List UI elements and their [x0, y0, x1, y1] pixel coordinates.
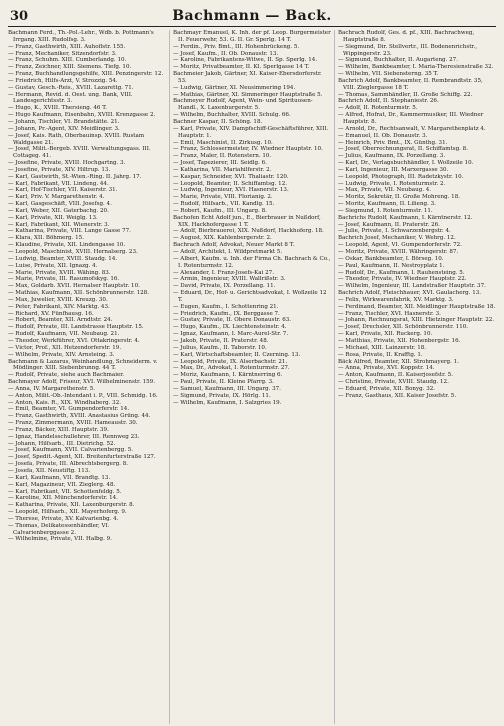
directory-entry: — Karl, Hof-Tischler, VII. Kaiserstr. 31.	[8, 187, 118, 194]
directory-entry: — Franz, Maler, II. Rotenstern. 10.	[173, 153, 272, 160]
directory-entry: — Anna, IV. Margarethenstr. 5.	[8, 385, 96, 392]
directory-entry: — Theodor, Werkführer, XVI. Ottakringerstr. 4.	[8, 337, 140, 344]
directory-entry: — Rudolf, Private, siehe auch Bachmaier.	[8, 372, 125, 379]
directory-entry: — Therese, Private, XV. Kalvarienbg. 4.	[8, 515, 119, 522]
directory-entry: — Marie, Private, VIII. Florianig. 2.	[173, 194, 273, 201]
directory-entry: Bachner Kaspar, II. Schöng. 18.	[173, 118, 263, 125]
directory-entry: — Josefa, Private, III. Albrechtsbergerg. 8.	[8, 461, 128, 468]
directory-entry: — Thomas, Sammhändler, II. Große Schiffg. 22.	[338, 91, 473, 98]
directory-entry: — Thomas, Delikatessenhändler, VI. Calvarienberggasse 2.	[8, 522, 110, 536]
directory-entry: — Leopold, Photograph, III. Radetzkystr. 10.	[338, 173, 464, 180]
directory-entry: — Wilhelmine, Private, VII. Halbg. 9.	[8, 536, 112, 543]
directory-entry: — David, Private, IX. Porzellang. 11.	[173, 283, 276, 290]
directory-entry: — Josef, Kaufmann, II. Praterstr. 26.	[338, 221, 440, 228]
directory-entry: — Rudolf, Private, III. Landstrasse Hauptstr. 15.	[8, 324, 144, 331]
directory-entry: — Max, Goldarb. XVII. Hernalser Hauptstr. 10.	[8, 283, 140, 290]
directory-entry: — Wilhelm, Ingenieur, III. Landstraßer Hauptstr. 37.	[338, 283, 486, 290]
directory-entry: — Franz, Tischler, XVI. Hasnerstr. 3.	[338, 310, 441, 317]
page-number: 30	[10, 9, 29, 24]
directory-entry: — Heinrich, Priv. Bmt., IX. Günthg. 31.	[338, 139, 448, 146]
directory-entry: — Moritz, Private, XVIII. Währingerstr. 87.	[338, 249, 459, 255]
directory-entry: Bachofen Echt Adolf jun., E., Bierbrauer in Nußdorf, XIX. Hackhofergasse 1 T.	[173, 214, 321, 228]
directory-entry: Bachrichs Rudolf, Kaufmann, I. Kärntnerstr. 12.	[338, 214, 473, 221]
directory-entry: — Wilhelm, VII. Siebensterng. 35 T.	[338, 71, 439, 78]
directory-entry: — Robert, Kaufm., III. Ungarg. 8.	[173, 207, 267, 214]
directory-entry: — Kaspar, Schneider, XVI. Thaliastr. 120.	[173, 173, 289, 180]
directory-entry: — Josef, Spedit.-Agent, XII. Breitenfurterstraße 127.	[8, 454, 156, 461]
directory-entry: — Karl, Magazineur, VII. Zieglerg. 48.	[8, 481, 116, 488]
directory-entry: — Eugen, Kaufm., I. Schottenring 21.	[173, 303, 279, 310]
directory-entry: — Felix, Wirkwarenfabrik, XV. Marktg. 3.	[338, 296, 454, 303]
directory-entry: Bachmayr Emanuel, K. Inh. der pf. Leop. Burgermeister II. Feuerwehr, 53. G. II. Gr. Sperlg. 14 T.	[173, 30, 331, 43]
directory-entry: — Richard, XV. Fünfhausg. 16.	[8, 310, 94, 317]
directory-entry: — Anton, Kais. R., XIX. Windhaberg. 32.	[8, 399, 121, 406]
directory-entry: — Karl, Private, XII. Weiglg. 13.	[8, 214, 98, 221]
directory-entry: — Karl, Fabrikant, XII. Wienerstr. 3.	[8, 221, 110, 228]
directory-entry: — Karl, Gastwirth, St.-Wien.-Ring. II. Jahrg. 17.	[8, 173, 142, 180]
directory-entry: — Franz, Gasthaus, XII. Kaiser Josefstr. 5.	[338, 392, 457, 399]
directory-entry: Bachmayer Adolf, Friseur, XVI. Wilhelminenstr. 159.	[8, 379, 155, 386]
directory-entry: — Franz, Gasthwirth, XIII. Auhoflstr. 155.	[8, 43, 126, 50]
directory-entry: — Paul, Kaufmann, II. Nestroyplatz 1.	[338, 262, 445, 269]
directory-entry: — Karoline, Fabrikantens-Witwe, II. Sp. Sperlg. 14.	[173, 57, 318, 64]
directory-entry: — Rudolf, Hilfsarb., VII. Kandlg. 15.	[173, 201, 275, 208]
directory-entry: — Josefa, XII. Neustiftg. 113.	[8, 468, 91, 474]
directory-entry: — Rudolf, Dr., Kaufmann, I. Rauhensteing. 5.	[338, 269, 465, 276]
directory-entry: — Peter, Fabrikant, XIV. Marktg. 43.	[8, 303, 110, 310]
directory-entry: — Franz, Gasthwirth, XVIII. Anastasius Grüng. 44.	[8, 413, 151, 420]
directory-entry: — Albert, Kaufm. u. Inh. der Firma Ch. Bachrach & Co., I. Rotenturmstr. 12.	[173, 255, 331, 269]
directory-entry: — Karl, Dr., Verlagsbuchhändler, I. Wollzeile 10.	[338, 160, 474, 167]
directory-entry: — Victor, Prof., XII. Hetzendorferstr. 19.	[8, 344, 122, 351]
directory-entry: — Robert, Beamter, XII. Arndtstr. 24.	[8, 317, 113, 324]
directory-entry: — Franz, Mechaniker, Sitzendorfstr. 3.	[8, 50, 117, 57]
directory-entry: — Ferdinand, Beamter, XII. Meidlinger Hauptstraße 18.	[338, 303, 496, 310]
directory-entry: — Karl, Private, XII. Ruckerg. 10.	[338, 331, 433, 338]
directory-entry: — Ferdin., Priv. Bmt., III. Hohenbrückeng. 5.	[173, 43, 300, 50]
column-3	[334, 30, 496, 724]
directory-entry: — Friedrich, Kaufm., IX. Berggasse 7.	[173, 310, 280, 317]
directory-entry: — Rosa, Private, II. Krafftg. 1.	[338, 351, 423, 358]
directory-entry: — Karl, Priv. V. Margarethenstr. 4.	[8, 194, 105, 201]
directory-entry: — Franz, Zeichner, XIII. Siemens. Tiefg. 10.	[8, 64, 132, 71]
directory-entry: — Moritz, Kaufmann, II. Lilieng. 3.	[338, 201, 436, 208]
directory-entry: — Theodor, Private, IV. Wiedner Hauptstr. 22.	[338, 276, 467, 283]
directory-entry: — Mathias, Gärtner, XI. Simmeringer Hauptstraße 5.	[173, 91, 323, 98]
directory-entry: Bäck Alfred, Beamter, XII. Strohmayerg. 1.	[338, 358, 459, 365]
directory-entry: — Anna, Private, XVI. Koppstr. 14.	[338, 365, 435, 372]
directory-entry: — Eduard, Dr., Hof- u. Gerichtsadvokat, I. Wollzeile 12 T.	[173, 290, 327, 303]
directory-entry: Bachmann & Lazarus, Weinhandlung, Schneiderm. v. Mödlinger. XIII. Siebenbrunng. 44 T.	[8, 358, 158, 372]
directory-entry: — Karl, Private, XIV. Dampfschiff-Geschäftsführer, XIII. Hauptstr. 1.	[173, 125, 329, 139]
directory-entry: — Johann, Rechnungsrat, XIII. Hietzinger Hauptstr. 22.	[338, 317, 495, 324]
directory-entry: — Ludwig, Private, I. Rotenturmstr. 2.	[338, 180, 446, 187]
directory-entry: — Karl, Weber, XII. Gaterbachg. 20.	[8, 207, 109, 214]
directory-entry: — Gustav, Gesch.-Reis., XVIII. Lazarettg. 71.	[8, 84, 134, 91]
directory-entry: — Katharina, Private, XII. Laxenburgerstr. 8.	[8, 502, 135, 509]
directory-entry: — Leopold, Hilfsarb., XII. Mayerhoferg. 9.	[8, 509, 127, 516]
directory-entry: — Paul, Private, II. Kleine Pfarrg. 3.	[173, 379, 274, 386]
directory-entry: — Alfred, Hofrat, Dr., Kammermusiker, III. Wiedner Hauptstr. 8.	[338, 112, 484, 125]
directory-entry: — Max, Dr., Advokat, I. Rotenturmstr. 27.	[173, 365, 290, 372]
directory-entry: — Julie, Private, I. Schwarzenbergstr. 4.	[338, 228, 451, 235]
directory-entry: — Leopold, Private, IX. Alserbachstr. 21.	[173, 358, 288, 365]
directory-entry: — Josef, Tapezierer, III. Seidlg. 6.	[173, 160, 267, 167]
running-head: Bachmann — Back.	[172, 8, 332, 24]
directory-entry: — Josef, Oberrechnungsrat, II. Schiffamtsg. 8.	[338, 146, 468, 153]
directory-columns	[8, 30, 496, 724]
directory-entry: — Josef, Kaufmann, XVII. Calvarienbergg. 5.	[8, 447, 134, 454]
directory-entry: — Katharina, Private, VIII. Lange Gasse 77.	[8, 228, 131, 235]
directory-entry: — Jakob, Private, II. Praterstr. 48.	[173, 337, 269, 344]
directory-entry: — Moriz, Kaufmann, I. Kärntnerring 6.	[173, 372, 283, 379]
directory-entry: — Oskar, Bankbeamter, I. Börseg. 10.	[338, 255, 444, 262]
directory-entry: — Sigmund, Buchhalter, II. Augarteng. 27.	[338, 57, 458, 64]
directory-entry: — Wilhelm, Kaufmann, I. Salzgries 19.	[173, 399, 282, 406]
directory-entry: — Josefine, Private, XVIII. Hochgartng. 3.	[8, 160, 126, 167]
directory-entry: — Johann, Pr.-Agent, XIV. Meidlinger. 3.	[8, 125, 120, 132]
page-header	[8, 6, 496, 27]
directory-entry: Bachrach Rudolf, Ges. d. pf., XIII. Bachrachweg, Hauptstraße 8.	[338, 30, 475, 43]
directory-entry: — Leopold, Beamter, II. Schiffamtsg. 12.	[173, 180, 288, 187]
directory-entry: — Julius, Kaufm., II. Taborstr. 10.	[173, 344, 267, 351]
directory-entry: — Moritz, Sekretär, II. Große Mohreng. 18.	[338, 194, 460, 201]
directory-entry: — Franz, Bäcker, XIII. Hauptstr. 39.	[8, 426, 109, 433]
directory-entry: — Karl, Fabrikant, VII. Schottenfeldg. 5.	[8, 488, 122, 495]
directory-entry: — Wilhelm, Bankbeamter, I. Maria-Theresienstraße 32.	[338, 64, 494, 71]
directory-entry: — Karoline, XII. Münchendorferstr. 14.	[8, 495, 118, 502]
directory-entry: — Samuel, Kaufmann, III. Ungarg. 37.	[173, 385, 281, 392]
directory-entry: — Franz, Schlossermeister, IV. Wiedner Hauptstr. 10.	[173, 146, 323, 153]
directory-entry: — Marie, Private, III. Rasumofskyg. 16.	[8, 276, 120, 283]
directory-entry: — Arnold, Dr., Rechtsanwalt, V. Margarethenplatz 4.	[338, 125, 486, 132]
directory-entry: — Emanuel, II. Ob. Donaustr. 3.	[338, 132, 428, 139]
directory-entry: — Emil, Beamter, VI. Gumpendorferstr. 14.	[8, 406, 130, 413]
directory-entry: — Moritz, Privatbeamter, II. Kl. Sperlgasse 14 T.	[173, 64, 310, 71]
directory-entry: Bachmeyer Rudolf, Agent, Wein- und Spirituosen-Handl., X. Laxenburgerstr. 5.	[173, 98, 313, 112]
directory-entry: — Max, Juwelier, XVIII. Kreuzg. 30.	[8, 296, 108, 303]
directory-entry: — Klaudine, Private, XII. Lindengasse 10.	[8, 242, 126, 249]
directory-entry: — Rudolf, Kaufmann, VII. Neubaug. 21.	[8, 331, 120, 338]
directory-entry: — Michael, XIII. Lainzerstr. 18.	[338, 344, 427, 351]
directory-entry: — Karl, Fabrikant, VII. Lindeng. 44.	[8, 180, 109, 187]
directory-entry: — Julius, Kaufmann, IX. Porzellang. 3.	[338, 153, 446, 160]
directory-entry: Bachrich Adolf, Fleischhauer, XVI. Gaulacherg. 13.	[338, 290, 482, 297]
directory-entry: — Johann, Hilfsarb., III. Dietrichg. 52.	[8, 440, 116, 447]
directory-entry: — Josefine, Private, XIV. Hiltrup. 13.	[8, 166, 111, 173]
directory-entry: — Sigmund, Private, IX. Hörlg. 11.	[173, 392, 271, 399]
directory-entry: Bachrich Josef, Mechaniker, V. Wehrg. 12.	[338, 235, 456, 242]
directory-entry: — Josef, Milit.-Bergeb. XVIII. Verwaltungsgass. III. Cottageg. 41.	[8, 146, 151, 160]
directory-entry: Bachmann Ferd., Th.-Pol.-Lehr., Wdb. b. Pottmann's Irrgang. XIII. Rudolfsg. 3.	[8, 30, 154, 43]
directory-entry: — Leopold, Maschinist, XVIII. Hernalserg. 23.	[8, 249, 138, 255]
directory-entry: — Luise, Private, XII. Ignazg. 4.	[8, 262, 98, 269]
directory-entry: — Marie, Private, XVIII. Wähing. 83.	[8, 269, 111, 276]
directory-entry: — Ignaz, Kaufmann, I. Marc-Aurel-Str. 7.	[173, 331, 289, 338]
directory-entry: — Ludwig, Beamter, XVIII. Staudg. 14.	[8, 255, 118, 262]
directory-entry: — Karl, Ingenieur, III. Marxergasse 30.	[338, 166, 449, 173]
directory-entry: — Leopold, Agent, VI. Gumpendorferstr. 72.	[338, 242, 462, 249]
directory-entry: — Anton, Milit.-Ob.-Intendant i. P., VIII. Schmidg. 16.	[8, 392, 158, 399]
directory-entry: — Wilhelm, Private, XIV. Arnsteing. 3.	[8, 351, 115, 358]
directory-entry: — Alexander, I. Franz-Josefs-Kai 27.	[173, 269, 274, 276]
directory-entry: — Adolf, Bierbrauerei, XIX. Nußdorf, Hackhoferg. 18.	[173, 228, 324, 235]
column-1	[8, 30, 166, 724]
directory-entry: — Ludwig, Gärtner, XI. Neusimmering 194.	[173, 84, 296, 91]
directory-entry: Bachrach Adolf, Advokat, Neuer Markt 8 T.	[173, 242, 295, 249]
directory-entry: — Franz, Schuhm. XIII. Cumberlandg. 10.	[8, 57, 127, 64]
directory-entry: — Hugo Kaufmann, Eisenbahn, XVIII. Krenzgasse 2.	[8, 112, 156, 119]
directory-entry: — Armin, Ingenieur, XVIII. Wallrißstr. 3.	[173, 276, 286, 283]
directory-entry: — Siegmund, Dir. Stellvertr., III. Bodenenrichstr., Wippingerstr. 23.	[338, 43, 478, 57]
directory-entry: — Max, Private, VII. Neubaug. 4.	[338, 187, 432, 194]
directory-entry: Bachmeier Jakob, Gärtner, XI. Kaiser-Ebersdorferstr. 53.	[173, 71, 322, 84]
directory-entry: — August, XIX. Kahlenbergerstr. 2.	[173, 235, 272, 242]
directory-entry: — Karl, Wirtschaftsbeamter, II. Czerning. 13.	[173, 351, 301, 358]
directory-entry: — Wilhelm, Buchhalter, XVIII. Schulg. 66.	[173, 112, 291, 119]
directory-entry: — Johann, Tischler, VI. Brandstätte. 21.	[8, 118, 120, 125]
directory-entry: — Ludwig, Ingenieur, XVI. Hasnerstr. 13.	[173, 187, 289, 194]
directory-entry: — Anton, Kaufmann, II. Kaiserjosefstr. 5.	[338, 372, 453, 379]
directory-entry: — Christine, Private, XVIII. Staudg. 12.	[338, 379, 449, 386]
directory-entry: — Franz, Buchhandlungsgehilfe, XIII. Penzingerstr. 12.	[8, 71, 164, 78]
directory-entry: — Franz, Zimmermann, XVIII. Hameaustr. 30.	[8, 420, 138, 427]
directory-entry: — Hugo, K., XVIII. Thersieng. 46 T.	[8, 105, 107, 112]
directory-entry: Bachrich Adolf, Bankbeamter, II. Rembrandtstr. 35, VIII. Zieglergasse 18 T.	[338, 77, 483, 91]
directory-entry: — Hugo, Kaufm., IX. Liechtensteinstr. 4.	[173, 324, 287, 331]
directory-entry: — Matthias, Private, XII. Hohenbergstr. 16.	[338, 337, 461, 344]
directory-entry: — Mathias, Kaufmann, XII. Schönbrunnerstr. 128.	[8, 290, 149, 297]
directory-entry: — Gustav, Private, II. Obere Donaustr. 63.	[173, 317, 292, 324]
directory-entry: — Klara, XII. Böhmerg. 15.	[8, 235, 84, 242]
directory-entry: — Ignaz, Handelsschullehrer, III. Rennweg 23.	[8, 433, 140, 440]
directory-entry: — Josef, Kaufm., II. Ob. Donaustr. 13.	[173, 50, 279, 57]
directory-entry: — Siegmund, I. Rotenturmstr. 11.	[338, 207, 433, 214]
directory-entry: — Josef, Kais. Rath, Oberbauinsp. XVIII. Rustam Waldgasse 21.	[8, 132, 145, 146]
directory-entry: — Eduard, Private, XII. Bonyg. 32.	[338, 385, 436, 392]
directory-entry: Bachrich Adolf, II. Stephaniestr. 26.	[338, 98, 439, 105]
column-2	[169, 30, 331, 724]
directory-entry: — Karl, Gasgeschäft, VIII. Josefsg. 4.	[8, 201, 112, 208]
directory-entry: — Karl, Kaufmann, VII. Brandtg. 13.	[8, 474, 111, 481]
directory-entry: — Friedrich, Hilfs-Arzt, V. Strozzig. 54.	[8, 77, 118, 84]
directory-entry: — Josef, Drechsler, XII. Schönbrunnerstr. 110.	[338, 324, 469, 331]
directory-entry: — Adolf, Architekt, I. Wildpretmarkt 5.	[173, 249, 283, 255]
directory-entry: — Emil, Maschinist, II. Zirkusg. 10.	[173, 139, 273, 146]
directory-entry: — Katharina, VII. Mariahilferstr. 2.	[173, 166, 272, 173]
directory-entry: — Adolf, II. Rotenturmstr. 5.	[338, 105, 418, 112]
directory-entry: — Hermann, Revid. d. Oest. ung. Bank, VIII. Landesgerichtsstr. 3.	[8, 91, 133, 105]
